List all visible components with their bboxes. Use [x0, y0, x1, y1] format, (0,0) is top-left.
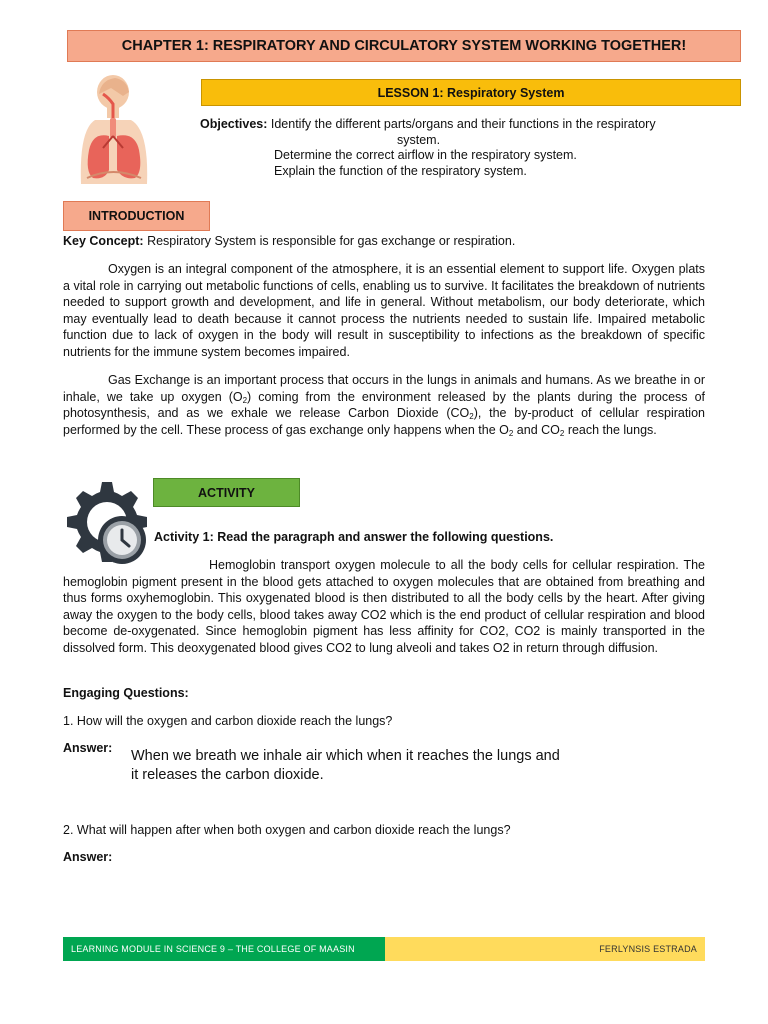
chapter-title: CHAPTER 1: RESPIRATORY AND CIRCULATORY SYSTEM WORKING TOGETHER! — [67, 30, 741, 62]
respiratory-system-illustration — [63, 74, 181, 184]
answer-1-label: Answer: — [63, 741, 113, 755]
engaging-questions-heading: Engaging Questions: — [63, 686, 189, 700]
objective-line-3: Explain the function of the respiratory system. — [274, 163, 527, 178]
activity-title: Activity 1: Read the paragraph and answer the following questions. — [154, 530, 554, 544]
objective-line-1-cont: system. — [397, 132, 441, 147]
lesson-title: LESSON 1: Respiratory System — [201, 79, 741, 106]
activity-paragraph: Hemoglobin transport oxygen molecule to all the body cells for cellular respiration. The hemoglobin pigment present in the blood gets attached to oxygen molecules that are obtained from breathing and thus forms oxyhemoglobin. This oxygenated blood is then distributed to all the body cells by the heart. After giving away the oxygen to the body cells, blood takes away CO2 which is the end product of cellular respiration and blood become de-oxygenated. Since hemoglobin pigment has less affinity for CO2, CO2 is mainly transported in the dissolved form. This deoxygenated blood gives CO2 to lung alveoli and takes O2 in return through diffusion. — [63, 558, 705, 655]
intro-paragraph-1: Oxygen is an integral component of the atmosphere, it is an essential element to support life. Oxygen plats a vital role in carrying out metabolic functions of cells, enabling us to survive. It facilitates the breakdown of nutrients needed to support growth and development, and life in general. Without metabolism, our body deteriorate, which may eventually lead to death because it cannot process the nutrients needed to sustain life. Impaired metabolic function due to lack of oxygen in the body will result in susceptibility to infections as the breakdown of specific nutrients for the immune system becomes impaired. — [63, 262, 705, 359]
introduction-label: INTRODUCTION — [63, 201, 210, 231]
answer-2-label: Answer: — [63, 850, 113, 864]
intro-paragraph-2: Gas Exchange is an important process that occurs in the lungs in animals and humans. As we breathe in or inhale, we take up oxygen $(O_2)$ coming from the environment released by the plants during the process of photosynthesis, and as we exhale we release Carbon Dioxide $(CO_2)$, the by-product of cellular respiration performed by the cell. These process of gas exchange only happens when the $O_2$ and $CO_2$ reach the lungs. — [63, 373, 705, 438]
objectives-label: Objectives: — [200, 117, 268, 131]
answer-1-text[interactable]: When we breath we inhale air which when it reaches the lungs and it releases the carbon dioxide. — [131, 748, 560, 783]
activity-label: ACTIVITY — [153, 478, 300, 507]
objective-line-2: Determine the correct airflow in the respiratory system. — [274, 148, 577, 162]
objective-line-1: Objectives: Identify the different parts/organs and their functions in the respiratory — [200, 117, 656, 131]
key-concept-label: Key Concept: — [63, 234, 144, 248]
key-concept-text: Respiratory System is responsible for gas exchange or respiration. — [147, 234, 516, 248]
question-1: 1. How will the oxygen and carbon dioxide reach the lungs? — [63, 714, 393, 728]
footer-module-title: LEARNING MODULE IN SCIENCE 9 – THE COLLEGE OF MAASIN — [63, 937, 385, 961]
key-concept — [63, 233, 705, 250]
question-2: 2. What will happen after when both oxygen and carbon dioxide reach the lungs? — [63, 823, 511, 837]
footer-author: FERLYNSIS ESTRADA — [385, 937, 705, 961]
gear-clock-icon — [64, 478, 150, 566]
